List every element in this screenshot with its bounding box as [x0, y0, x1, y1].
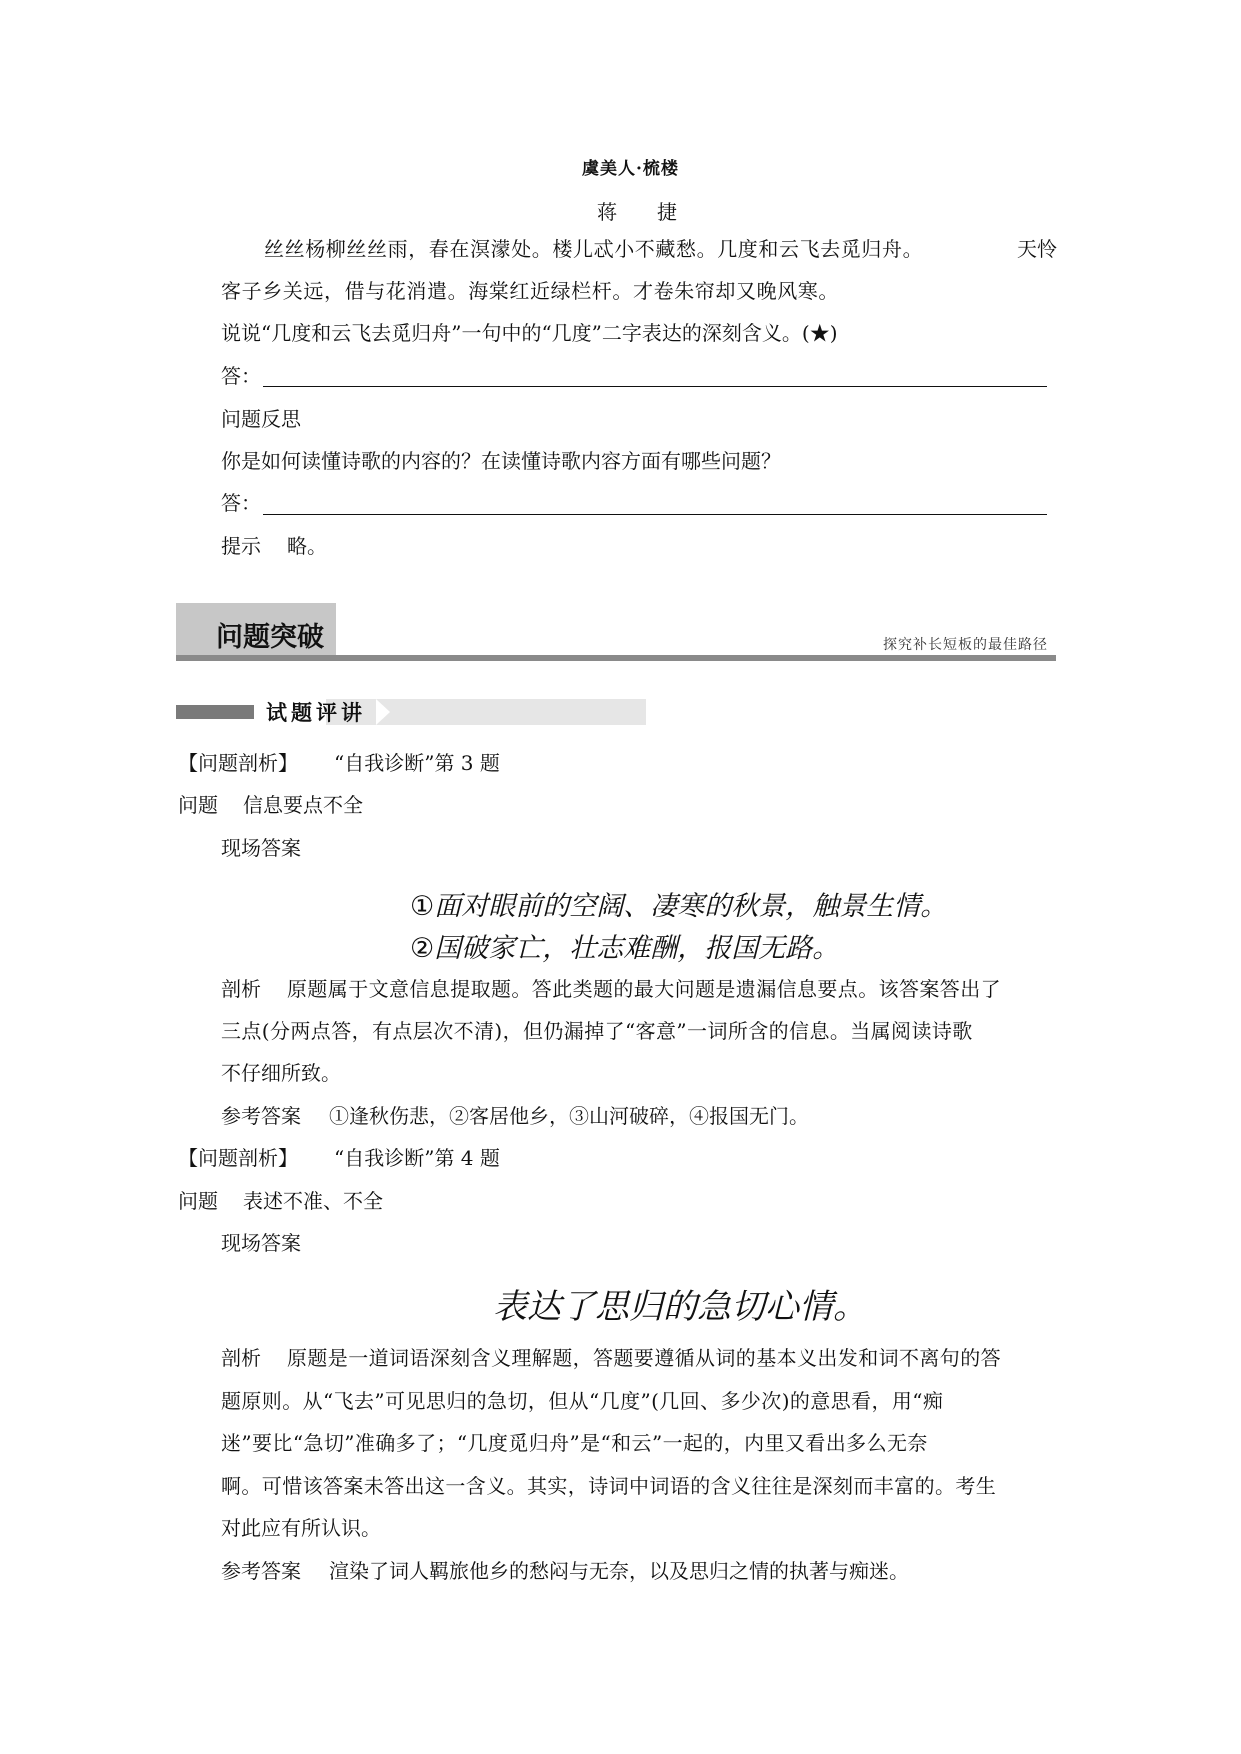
answer-label-2: 答： [221, 491, 261, 515]
item-4-analysis-5: 对此应有所认识。 [221, 1516, 381, 1540]
item-3-ref-text: ①逢秋伤悲，②客居他乡，③山河破碎，④报国无门。 [329, 1104, 809, 1128]
question-1-text: 说说“几度和云飞去觅归舟”一句中的“几度”二字表达的深刻含义。(★) [221, 321, 838, 345]
subsection-header-block [176, 705, 254, 719]
item-4-problem-text: 表述不准、不全 [243, 1189, 383, 1213]
reflection-question: 你是如何读懂诗歌的内容的？在读懂诗歌内容方面有哪些问题？ [221, 449, 781, 473]
item-3-analysis-2: 三点(分两点答，有点层次不清)，但仍漏掉了“客意”一词所含的信息。当属阅读诗歌 [221, 1019, 973, 1043]
poem-title: 虞美人·梳楼 [582, 159, 679, 179]
item-4-ref-text: 渲染了词人羁旅他乡的愁闷与无奈，以及思归之情的执著与痴迷。 [329, 1559, 909, 1583]
item-4-analysis-label: 剖析 [221, 1346, 261, 1370]
poem-line-2: 客子乡关远，借与花消遣。海棠红近绿栏杆。才卷朱帘却又晚风寒。 [221, 279, 839, 303]
answer-label-1: 答： [221, 364, 261, 388]
answer-line-2 [263, 514, 1047, 515]
item-3-ref-label: 参考答案 [221, 1104, 301, 1128]
item-4-ref-label: 参考答案 [221, 1559, 301, 1583]
item-3-handwriting-2: ②国破家亡，壮志难酬，报国无路。 [410, 933, 840, 964]
item-3-live-label: 现场答案 [221, 836, 301, 860]
item-4-source: “自我诊断”第 4 题 [334, 1146, 500, 1170]
subsection-header-band [326, 699, 646, 725]
item-4-analysis-3: 迷”要比“急切”准确多了；“几度觅归舟”是“和云”一起的，内里又看出多么无奈 [221, 1431, 928, 1455]
item-4-live-label: 现场答案 [221, 1231, 301, 1255]
item-3-source: “自我诊断”第 3 题 [334, 751, 500, 775]
item-4-analysis-1: 原题是一道词语深刻含义理解题，答题要遵循从词的基本义出发和词不离句的答 [287, 1346, 1001, 1370]
item-3-tag: 【问题剖析】 [178, 751, 298, 775]
poem-line-1-tail: 天怜 [1017, 237, 1057, 261]
hint-text: 略。 [287, 534, 327, 558]
subsection-header [176, 697, 676, 727]
item-4-analysis-4: 啊。可惜该答案未答出这一含义。其实，诗词中词语的含义往往是深刻而丰富的。考生 [221, 1474, 997, 1498]
item-3-problem-label: 问题 [178, 793, 218, 817]
item-4-analysis-2: 题原则。从“飞去”可见思归的急切，但从“几度”(几回、多少次)的意思看，用“痴 [221, 1389, 944, 1413]
item-4-tag: 【问题剖析】 [178, 1146, 298, 1170]
item-3-handwriting-1: ①面对眼前的空阔、凄寒的秋景，触景生情。 [410, 891, 948, 922]
section-header [176, 603, 1056, 663]
item-3-problem-text: 信息要点不全 [243, 793, 363, 817]
subsection-title: 试题评讲 [266, 701, 366, 725]
chevron-right-icon [376, 699, 400, 725]
item-4-handwriting-1: 表达了思归的急切心情。 [493, 1287, 867, 1327]
section-subtitle: 探究补长短板的最佳路径 [883, 637, 1048, 653]
item-4-problem-label: 问题 [178, 1189, 218, 1213]
answer-line-1 [263, 386, 1047, 387]
poem-line-1: 丝丝杨柳丝丝雨，春在溟濛处。楼儿忒小不藏愁。几度和云飞去觅归舟。 [264, 237, 924, 261]
hint-label: 提示 [221, 534, 261, 558]
item-3-analysis-1: 原题属于文意信息提取题。答此类题的最大问题是遗漏信息要点。该答案答出了 [287, 977, 1001, 1001]
section-header-rule [176, 655, 1056, 661]
reflection-heading: 问题反思 [221, 407, 301, 431]
item-3-analysis-3: 不仔细所致。 [221, 1061, 341, 1085]
item-3-analysis-label: 剖析 [221, 977, 261, 1001]
section-title: 问题突破 [216, 622, 324, 653]
poem-author: 蒋 捷 [597, 200, 687, 224]
